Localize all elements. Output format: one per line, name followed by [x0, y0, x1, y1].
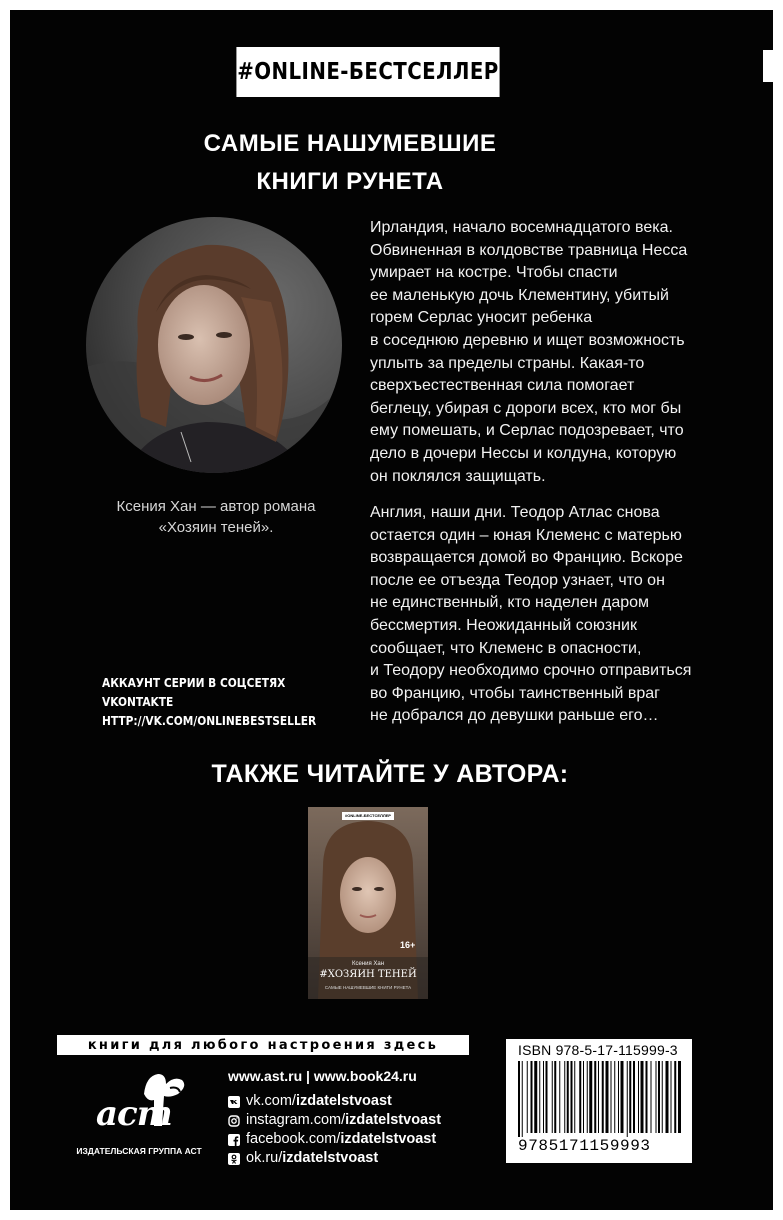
barcode-bar — [546, 1061, 548, 1133]
description-line: в соседнюю деревню и ищет возможность — [370, 331, 685, 349]
instagram-handle: izdatelstvoast — [345, 1112, 442, 1128]
description-line: Обвиненная в колдовстве травница Несса — [370, 241, 688, 259]
barcode-bar — [611, 1061, 612, 1133]
barcode-bar — [629, 1061, 631, 1133]
barcode-bar — [579, 1061, 581, 1133]
vk-handle: izdatelstvoast — [295, 1093, 392, 1109]
also-read-heading: ТАКЖЕ ЧИТАЙТЕ У АВТОРА: — [211, 760, 569, 788]
book-title: #ХОЗЯИН ТЕНЕЙ — [319, 969, 417, 980]
description-line: сверхъестественная сила помогает — [370, 377, 635, 395]
description-line: не добрался до девушки раньше его… — [370, 707, 659, 725]
description-line: сообщает, что Клеменс в опасности, — [370, 639, 642, 657]
book-series: САМЫЕ НАШУМЕВШИЕ КНИГИ РУНЕТА — [324, 985, 412, 990]
ok-icon — [228, 1153, 240, 1165]
social-links — [228, 1092, 441, 1168]
description-line: бессмертия. Неожиданный союзник — [370, 616, 637, 634]
barcode-bar — [583, 1061, 584, 1133]
series-title-line1: САМЫЕ НАШУМЕВШИЕ — [203, 130, 497, 157]
barcode-bar — [587, 1061, 588, 1133]
barcode-bar — [554, 1061, 556, 1133]
description-line: после ее отъезда Теодор узнает, что он — [370, 571, 665, 589]
vk-icon — [228, 1096, 240, 1108]
instagram-prefix: instagram.com/ — [246, 1112, 346, 1128]
barcode-bar — [539, 1061, 540, 1133]
author-photo — [86, 217, 342, 473]
social-link-facebook[interactable] — [228, 1130, 441, 1149]
barcode-bar — [602, 1061, 604, 1133]
barcode-bar — [656, 1061, 657, 1133]
edge-mark — [763, 50, 773, 82]
facebook-prefix: facebook.com/ — [246, 1131, 341, 1147]
facebook-icon — [228, 1134, 240, 1146]
barcode-bar — [559, 1061, 560, 1133]
barcode-bar — [666, 1061, 669, 1133]
barcode-bar — [552, 1061, 553, 1133]
barcode-bar — [614, 1061, 615, 1133]
barcode-bar — [633, 1061, 635, 1133]
social-link-vk[interactable] — [228, 1092, 441, 1111]
barcode-bar — [638, 1061, 639, 1133]
vk-prefix: vk.com/ — [246, 1093, 296, 1109]
description-line: он поклялся защищать. — [370, 467, 546, 485]
description-line: уплыть за пределы страны. Какая-то — [370, 354, 645, 372]
ast-logo — [74, 1066, 204, 1162]
description-paragraph-1 — [370, 217, 687, 488]
social-link-instagram[interactable] — [228, 1111, 441, 1130]
barcode-bar — [531, 1061, 533, 1133]
barcode-bar — [621, 1061, 624, 1133]
barcode-digits: 9785171159993 — [518, 1137, 651, 1155]
barcode-bar — [618, 1061, 619, 1133]
barcode-bar — [543, 1061, 544, 1133]
tagline-strip: книги для любого настроения здесь — [57, 1035, 469, 1055]
description-paragraph-2 — [370, 502, 691, 728]
description-line: остается один – юная Клеменс с матерью — [370, 526, 682, 544]
barcode-bar — [522, 1061, 523, 1137]
social-info — [102, 673, 316, 730]
barcode-bar — [671, 1061, 672, 1133]
barcode-bar — [674, 1061, 676, 1133]
barcode-bar — [646, 1061, 648, 1133]
series-title-line2: КНИГИ РУНЕТА — [256, 168, 444, 195]
barcode-bar — [641, 1061, 644, 1133]
barcode-bar — [534, 1061, 537, 1133]
social-line-1: АККАУНТ СЕРИИ В СОЦСЕТЯХ — [102, 675, 286, 690]
barcode-bar — [589, 1061, 592, 1133]
description-line: Ирландия, начало восемнадцатого века. — [370, 219, 673, 236]
ok-handle: izdatelstvoast — [282, 1150, 379, 1166]
description-line: возвращается домой во Францию. Вскоре — [370, 549, 683, 567]
book-author: Ксения Хан — [351, 961, 385, 967]
barcode-bar — [678, 1061, 681, 1133]
barcode-bar — [567, 1061, 569, 1133]
barcode-bar — [574, 1061, 575, 1133]
publisher-name: ИЗДАТЕЛЬСКАЯ ГРУППА АСТ — [76, 1146, 202, 1156]
barcode-bar — [651, 1061, 652, 1133]
logo-wordmark: аст — [96, 1094, 172, 1134]
description-line: Англия, наши дни. Теодор Атлас снова — [370, 504, 660, 521]
barcode-bar — [527, 1061, 528, 1133]
facebook-handle: izdatelstvoast — [340, 1131, 437, 1147]
social-line-2: VKONTAKTE — [102, 694, 174, 709]
description-line: беглецу, убирая с дороги всех, кто мог бы — [370, 399, 682, 417]
barcode-bar — [518, 1061, 520, 1137]
back-cover — [10, 10, 773, 1210]
barcode-bar — [662, 1061, 663, 1133]
isbn-barcode-block — [506, 1039, 692, 1163]
barcode-bar — [598, 1061, 599, 1133]
barcode-bar — [571, 1061, 573, 1133]
series-tag: #ONLINE-БЕСТСЕЛЛЕР — [236, 47, 499, 97]
description-line: и Теодору необходимо срочно отправиться — [370, 662, 692, 680]
instagram-icon — [228, 1115, 240, 1127]
description-line: дело в дочери Нессы и колдуна, которую — [370, 444, 677, 462]
social-line-3: HTTP://VK.COM/ONLINEBESTSELLER — [102, 713, 317, 728]
social-link-ok[interactable] — [228, 1149, 441, 1168]
web-links[interactable]: www.ast.ru | www.book24.ru — [228, 1068, 417, 1084]
author-caption-line1: Ксения Хан — автор романа — [116, 498, 316, 515]
book-age: 16+ — [400, 940, 416, 950]
barcode-bar — [594, 1061, 596, 1133]
barcode-bar — [564, 1061, 565, 1133]
description-line: умирает на костре. Чтобы спасти — [370, 264, 618, 282]
barcode-bar — [627, 1061, 628, 1137]
book-tag: #ONLINE-БЕСТСЕЛЛЕР — [345, 813, 391, 818]
author-caption-line2: «Хозяин теней». — [158, 519, 274, 536]
book-cover-image — [308, 807, 428, 999]
description-line: ее маленькую дочь Клементину, убитый — [370, 286, 669, 304]
ok-prefix: ok.ru/ — [246, 1150, 283, 1166]
isbn-label: ISBN 978-5-17-115999-3 — [518, 1042, 678, 1058]
description-line: во Францию, чтобы таинственный враг — [370, 684, 660, 702]
barcode-bar — [658, 1061, 660, 1133]
description-line: не единственный, кто наделен даром — [370, 594, 650, 612]
description-line: горем Серлас уносит ребенка — [370, 309, 593, 327]
description-line: ему помешать, и Серлас подозревает, что — [370, 422, 684, 440]
barcode-bar — [606, 1061, 609, 1133]
